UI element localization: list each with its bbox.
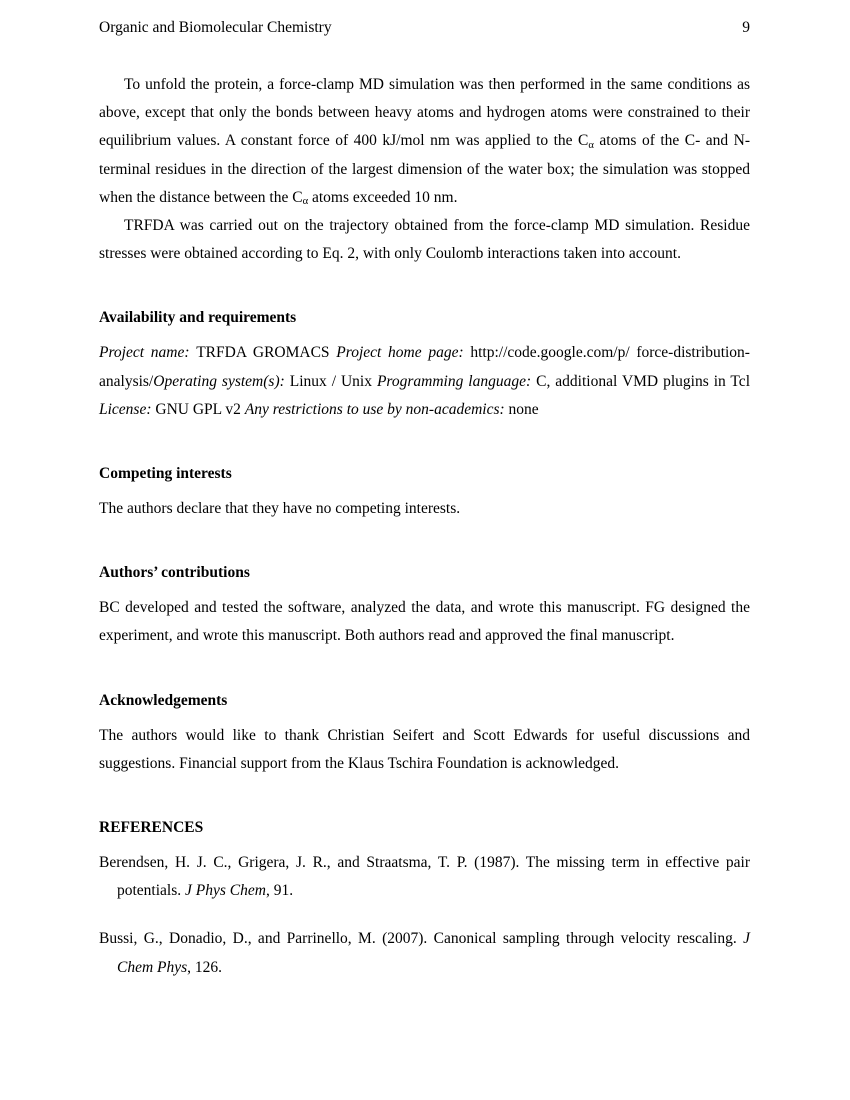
section-acknowledgements-heading: Acknowledgements bbox=[99, 691, 228, 709]
page-number: 9 bbox=[742, 19, 750, 36]
page-header bbox=[99, 14, 750, 42]
section-competing-interests-text: The authors declare that they have no competing interests. bbox=[99, 500, 461, 518]
references-heading: REFERENCES bbox=[99, 819, 204, 837]
page-body bbox=[99, 71, 750, 982]
section-authors-contributions-text: BC developed and tested the software, analyzed the data, and wrote this manuscript. FG designed the experiment, and wrote this manuscript. Both authors read and approved the final manuscript. bbox=[99, 599, 750, 645]
reference-item: Bussi, G., Donadio, D., and Parrinello, M. (2007). Canonical sampling through velocity rescaling. J Chem Phys, 126. bbox=[99, 930, 750, 976]
journal-title: Organic and Biomolecular Chemistry bbox=[99, 19, 332, 36]
section-availability-heading: Availability and requirements bbox=[99, 309, 297, 327]
paragraph-trfda: TRFDA was carried out on the trajectory obtained from the force-clamp MD simulation. Residue stresses were obtained according to Eq. 2, with only Coulomb interactions taken into account. bbox=[99, 217, 750, 263]
section-authors-contributions-heading: Authors’ contributions bbox=[99, 564, 250, 582]
section-availability-text: Project name: TRFDA GROMACS Project home page: http://code.google.com/p/ force-distribution-analysis/Operating system(s): Linux / Unix Programming language: C, additional VMD plugins in Tcl License: GNU GPL v2 Any restrictions to use by non-academics: none bbox=[99, 344, 750, 418]
paragraph-force-clamp: To unfold the protein, a force-clamp MD simulation was then performed in the same conditions as above, except that only the bonds between heavy atoms and hydrogen atoms were constrained to their equilibrium values. A constant force of 400 kJ/mol nm was applied to the $C_\alpha$ atoms of the C- and N-terminal residues in the direction of the largest dimension of the water box; the simulation was stopped when the distance between the $C_\alpha$ atoms exceeded 10 nm. bbox=[99, 76, 751, 208]
section-competing-interests-heading: Competing interests bbox=[99, 465, 232, 483]
section-acknowledgements-text: The authors would like to thank Christian Seifert and Scott Edwards for useful discussions and suggestions. Financial support from the Klaus Tschira Foundation is acknowledged. bbox=[99, 726, 750, 772]
reference-item: Berendsen, H. J. C., Grigera, J. R., and Straatsma, T. P. (1987). The missing term in effective pair potentials. J Phys Chem, 91. bbox=[99, 854, 750, 900]
